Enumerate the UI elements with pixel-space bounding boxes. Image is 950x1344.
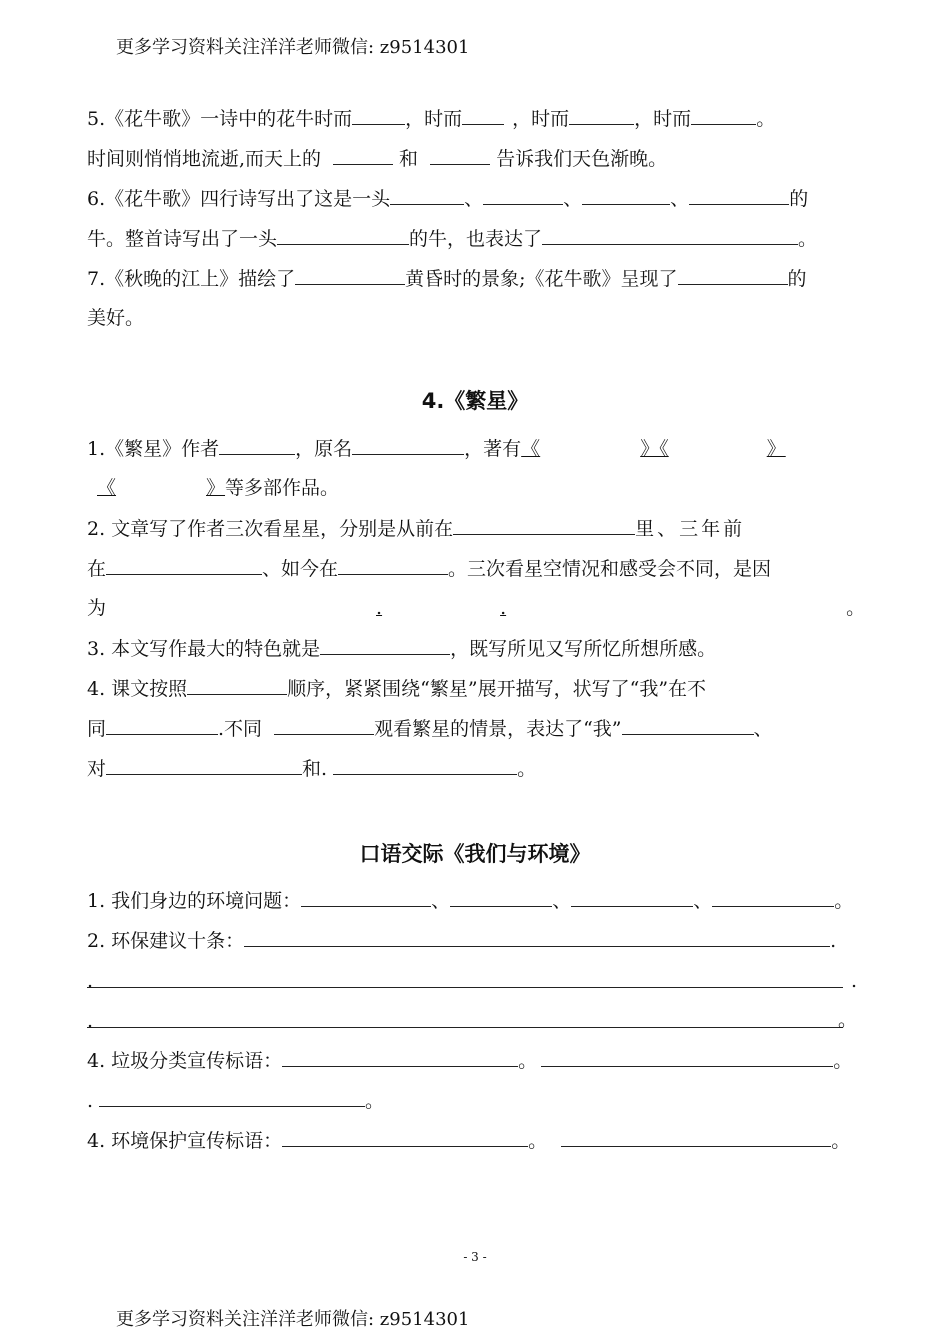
blank[interactable] [333,754,517,775]
blank[interactable] [582,184,670,205]
q5-text: 5.《花牛歌》一诗中的花牛时而 [87,108,353,130]
period: 。 [518,1050,538,1072]
period: 。 [365,1090,385,1112]
section-title-fanxing: 4.《繁星》 [421,389,529,413]
blank[interactable] [462,104,504,125]
blank[interactable] [282,1126,528,1147]
period: 。 [833,1050,853,1072]
fx-q3-text: ，既写所见又写所忆所想所感。 [450,638,717,660]
blank[interactable] [320,634,450,655]
fx-question-2-line2 [87,554,771,582]
q6-text: 6.《花牛歌》四行诗写出了这是一头 [87,188,391,210]
fx-q3-text: 3. 本文写作最大的特色就是 [87,638,321,660]
blank[interactable] [352,434,464,455]
fx-question-4-line1 [87,674,706,702]
env-q4b-text: 4. 环境保护宣传标语： [87,1130,283,1152]
q5-text: 和 [399,148,419,170]
blank[interactable] [352,104,405,125]
blank[interactable] [333,144,393,165]
fx-question-1-line2 [87,474,339,502]
separator: 、 [464,188,484,210]
blank[interactable] [712,886,834,907]
blank[interactable] [106,714,218,735]
fx-q4-text: 、 [753,718,773,740]
blank[interactable] [430,144,490,165]
separator: 、 [563,188,583,210]
q6-text: 的牛，也表达了 [409,228,543,250]
env-q2-text: 2. 环保建议十条： [87,930,245,952]
separator: 、 [670,188,690,210]
reason-blank[interactable]: . . [376,597,507,619]
blank[interactable] [244,926,830,947]
fx-q1-text: 等多部作品。 [225,477,340,499]
env-question-4a-cont [87,1086,384,1114]
blank[interactable] [274,714,374,735]
blank[interactable] [301,886,431,907]
q7-text: 7.《秋晚的江上》描绘了 [87,268,296,290]
book-title-blank[interactable]: 《 》 [97,477,226,499]
q5-text: ，时而 [512,108,570,130]
page-number: - 3 - [463,1250,487,1264]
separator: 、 [693,890,713,912]
question-5-line1 [87,104,775,132]
blank[interactable] [187,674,287,695]
q5-text: ，时而 [405,108,463,130]
fx-q2-text: 、如今在 [262,558,339,580]
period: 。 [831,1130,851,1152]
header-note: 更多学习资料关注洋洋老师微信: z9514301 [116,37,470,58]
fx-q4-text: .不同 [218,718,263,740]
footer-note: 更多学习资料关注洋洋老师微信: z9514301 [116,1309,470,1330]
fx-q4-text: 观看繁星的情景，表达了“我” [374,718,622,740]
question-7-line1 [87,264,807,292]
q6-text: 的 [789,188,809,210]
fx-q2-text: 在 [87,558,107,580]
fx-q2-text: 2. 文章写了作者三次看星星，分别是从前在 [87,518,454,540]
q5-text: 。 [756,108,776,130]
separator: 、 [431,890,451,912]
blank[interactable] [277,224,409,245]
blank[interactable] [99,1086,365,1107]
fx-q4-text: 。 [517,758,537,780]
env-q2-blank-line-2[interactable]: . . [87,970,857,992]
fx-question-4-line3 [87,754,536,782]
env-question-2 [87,926,836,954]
blank[interactable] [338,554,448,575]
blank[interactable] [453,514,635,535]
env-q2-blank-line-3[interactable]: . 。 [87,1009,857,1032]
blank[interactable] [569,104,634,125]
period: 。 [528,1130,548,1152]
q5-text: 告诉我们天色渐晚。 [496,148,668,170]
question-6-line2 [87,224,817,252]
section-title-environment: 口语交际《我们与环境》 [359,842,591,866]
env-question-4a [87,1046,852,1074]
fx-question-4-line2 [87,714,773,742]
env-question-4b [87,1126,850,1154]
fx-question-1-line1 [87,434,786,462]
q7-text: 黄昏时的景象;《花牛歌》呈现了 [405,268,678,290]
blank[interactable] [691,104,756,125]
blank[interactable] [390,184,464,205]
blank[interactable] [541,1046,833,1067]
fx-question-3 [87,634,716,662]
question-5-line2 [87,144,667,172]
q5-text: 时间则悄悄地流逝,而天上的 [87,148,322,170]
fx-question-2-line3 [87,594,865,622]
q5-text: ，时而 [634,108,692,130]
separator: 、 [552,890,572,912]
q7-text: 的 [787,268,807,290]
blank[interactable] [689,184,789,205]
blank[interactable] [295,264,405,285]
fx-q1-text: ，著有 [464,438,522,460]
fx-q4-text: 和. [302,758,328,780]
q7-text: 美好。 [87,307,145,329]
dot: . [830,930,837,952]
blank[interactable] [282,1046,518,1067]
fx-q1-text: ，原名 [295,438,353,460]
period: 。 [834,890,854,912]
blank[interactable] [571,886,693,907]
fx-q2-text: 为 [87,597,107,619]
blank[interactable] [106,754,302,775]
env-question-1 [87,886,853,914]
blank[interactable] [483,184,563,205]
q6-text: 牛。整首诗写出了一头 [87,228,278,250]
question-6-line1 [87,184,808,212]
question-7-line2 [87,304,144,332]
fx-q1-text: 1.《繁星》作者 [87,438,220,460]
fx-q4-text: 顺序，紧紧围绕“繁星”展开描写，状写了“我”在不 [287,678,707,700]
blank[interactable] [219,434,295,455]
period: 。 [846,597,866,619]
blank[interactable] [450,886,552,907]
fx-q4-text: 同 [87,718,107,740]
fx-q2-text: 里、三年前 [635,518,746,540]
book-title-blanks[interactable]: 《 》《 》 [521,438,786,460]
env-q1-text: 1. 我们身边的环境问题： [87,890,302,912]
blank[interactable] [542,224,798,245]
fx-q4-text: 对 [87,758,107,780]
dot: . [87,1090,94,1112]
blank[interactable] [561,1126,831,1147]
blank[interactable] [622,714,754,735]
fx-q4-text: 4. 课文按照 [87,678,188,700]
blank[interactable] [678,264,788,285]
fx-q2-text: 。三次看星空情况和感受会不同，是因 [448,558,772,580]
env-q4a-text: 4. 垃圾分类宣传标语： [87,1050,283,1072]
blank[interactable] [106,554,262,575]
period: 。 [798,228,818,250]
fx-question-2-line1 [87,514,745,542]
